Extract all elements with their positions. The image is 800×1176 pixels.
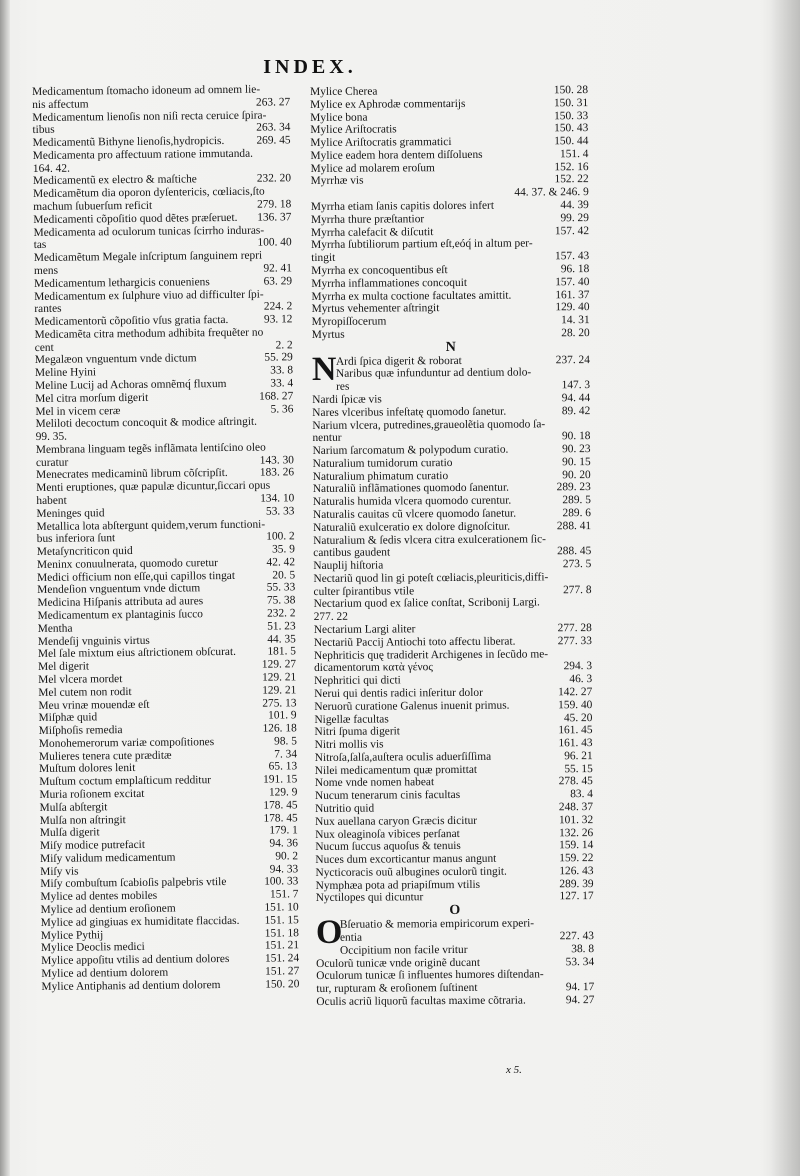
entry-page-ref: 263. 34 <box>256 121 291 134</box>
entry-page-ref: 183. 26 <box>259 466 295 480</box>
entry-page-ref: 100. 33 <box>264 875 299 889</box>
entry-page-ref: 90. 15 <box>562 455 591 469</box>
entry-page-ref: 28. 20 <box>561 326 590 340</box>
entry-page-ref: 38. 8 <box>571 942 595 955</box>
entry-text: Naribus quæ infunduntur ad dentium dolo- <box>335 366 532 381</box>
entry-page-ref: 161. 43 <box>558 737 593 750</box>
entry-text: Oculis acriũ liquorũ facultas maxime cõtraria. <box>316 994 526 1008</box>
entry-text: Monohemerorum variæ compoſitiones <box>38 735 215 750</box>
entry-text: Menecrates medicaminũ librum cõſcripſit. <box>36 467 228 482</box>
entry-text: Mel citra morſum digerit <box>35 391 149 405</box>
entry-text: Medicina Hiſpanis attributa ad aures <box>37 595 204 610</box>
entry-text: dicamentorum κατὰ γένος <box>314 661 433 675</box>
entry-page-ref: 5. 36 <box>270 402 294 416</box>
index-entry <box>312 405 590 420</box>
entry-text: Medicamentum ex ſulphure viuo ad difficulter ſpi- <box>34 288 264 303</box>
section-m-continued <box>310 84 590 342</box>
entry-text: Medicamẽtum dia oporon dyſentericis, cœliacis,ſto <box>33 185 265 201</box>
entry-text: Metallica lota abſtergunt quidem,verum functioni- <box>36 518 266 533</box>
entry-text: Naturalium & ſedis vlcera citra exulcerationem ſic- <box>313 532 546 547</box>
entry-text: tibus <box>32 124 55 137</box>
index-entry <box>336 354 590 369</box>
entry-page-ref: 20. 5 <box>272 568 296 582</box>
entry-page-ref: 157. 40 <box>555 275 590 289</box>
entry-page-ref: 159. 14 <box>559 839 594 852</box>
entry-page-ref: 94. 27 <box>565 993 595 1007</box>
dropcap-o: O <box>315 914 343 952</box>
entry-page-ref: 100. 40 <box>257 236 292 250</box>
entry-text: Mylice ad molarem eroſum <box>310 161 435 175</box>
entry-page-ref: 275. 13 <box>262 696 297 710</box>
entry-text: Mulſa digerit <box>39 826 100 840</box>
entry-page-ref: 129. 9 <box>268 786 298 799</box>
entry-text: Mylice Ariſtocratis grammatici <box>310 136 452 150</box>
entry-page-ref: 191. 15 <box>263 773 298 786</box>
entry-page-ref: 2. 2 <box>275 338 293 352</box>
entry-page-ref: 35. 9 <box>272 543 295 556</box>
entry-page-ref: 126. 18 <box>262 722 297 735</box>
entry-page-ref: 129. 21 <box>262 683 297 697</box>
entry-text: Medicamentum lethargicis conueniens <box>34 275 210 290</box>
entry-page-ref: 132. 26 <box>559 826 594 839</box>
entry-text: Nyctilopes qui dicuntur <box>315 891 424 905</box>
entry-page-ref: 55. 33 <box>266 581 296 595</box>
entry-page-ref: 152. 22 <box>554 173 589 186</box>
dropcap-lines-n <box>311 350 591 394</box>
entry-page-ref: 83. 4 <box>570 788 593 801</box>
section-o <box>316 956 594 1009</box>
entry-text: Mel in vicem ceræ <box>35 404 121 418</box>
entry-text: Mylice Deoclis medici <box>40 941 145 955</box>
entry-page-ref: 94. 36 <box>269 837 299 850</box>
entry-page-ref: 181. 5 <box>267 645 297 658</box>
entry-page-ref: 65. 13 <box>268 760 298 773</box>
entry-page-ref: 150. 44 <box>554 135 589 148</box>
entry-text: Meu vrinæ mouendæ eſt <box>38 698 150 712</box>
entry-text: Medici officium non eſſe,qui capillos tingat <box>37 569 236 584</box>
entry-text: Mylice ex Aphrodæ commentarijs <box>310 97 466 111</box>
entry-page-ref: 288. 45 <box>557 545 592 558</box>
entry-page-ref: 53. 34 <box>565 955 595 968</box>
entry-page-ref: 159. 22 <box>559 852 594 865</box>
entry-page-ref: 263. 27 <box>255 96 291 109</box>
entry-page-ref: 227. 43 <box>559 930 594 943</box>
entry-page-ref: 90. 23 <box>562 443 591 456</box>
entry-text: Nucum ſuccus aquoſus & tenuis <box>315 840 461 854</box>
entry-text: Mel vlcera mordet <box>38 673 123 686</box>
entry-text: Nectarium Largi aliter <box>313 623 416 637</box>
entry-text: tingit <box>311 251 336 265</box>
entry-page-ref: 151. 21 <box>264 939 300 952</box>
entry-page-ref: 232. 20 <box>256 172 292 186</box>
entry-text: Nephriticis quę tradiderit Archigenes in ſecũdo me- <box>313 647 549 662</box>
entry-text: Neruorũ curatione Galenus inuenit primus. <box>314 699 510 713</box>
entry-text: Narium ſarcomatum & polypodum curatio. <box>312 443 509 458</box>
entry-page-ref: 277. 33 <box>557 634 592 648</box>
entry-text: Myrrha inflammationes concoquit <box>311 276 468 290</box>
entry-text: Nephritici qui dicti <box>314 674 401 688</box>
entry-page-ref: 99. 29 <box>560 211 589 225</box>
entry-text: Medicamenta pro affectuum ratione immutanda. <box>32 147 254 162</box>
entry-page-ref: 168. 27 <box>259 390 294 403</box>
entry-text: Medicamẽtum Megale inſcriptum ſanguinem repri <box>33 249 263 265</box>
entry-page-ref: 178. 45 <box>263 811 298 825</box>
entry-text: Nitri mollis vis <box>314 738 384 752</box>
entry-page-ref: 33. 4 <box>270 377 294 390</box>
entry-text: Bſeruatio & memoria empiricorum experi- <box>339 917 535 932</box>
entry-text: Mulſa abſtergit <box>39 801 108 814</box>
entry-page-ref: 179. 1 <box>269 824 298 837</box>
entry-page-ref: 161. 37 <box>555 288 590 301</box>
entry-text: res <box>336 380 350 394</box>
entry-text: Nauplij hiſtoria <box>313 559 384 573</box>
entry-page-ref: 248. 37 <box>558 801 594 814</box>
entry-text: nis affectum <box>32 98 89 111</box>
entry-text: Miſphæ quid <box>38 711 98 725</box>
entry-text: Miſy modice putrefacit <box>39 838 146 853</box>
entry-text: Mylice ad dentium eroſionem <box>40 902 176 916</box>
entry-text: Meline Lucij ad Achoras omnẽmq́ fluxum <box>35 377 227 392</box>
section-letter-o: O <box>449 903 461 919</box>
entry-text: Myrtus <box>311 328 345 341</box>
index-entry <box>41 978 299 993</box>
entry-page-ref: 278. 45 <box>558 775 593 788</box>
entry-text: Nux oleaginoſa vibices perſanat <box>315 827 460 841</box>
entry-text: Myrrha thure præſtantior <box>310 213 425 226</box>
index-entry <box>311 225 589 240</box>
entry-text: Naturalium phimatum curatio <box>312 469 449 483</box>
index-entry <box>314 635 592 650</box>
entry-text: Mylice Cherea <box>310 85 378 98</box>
entry-page-ref: 277. 8 <box>562 583 592 596</box>
entry-text: Myrtus vehementer aſtringit <box>311 302 440 316</box>
entry-page-ref: 90. 2 <box>275 850 299 863</box>
entry-page-ref: 89. 42 <box>561 404 591 417</box>
entry-text: Nucum tenerarum cinis facultas <box>314 789 461 803</box>
entry-text: Mylice Antiphanis ad dentium dolorem <box>41 978 221 993</box>
entry-text: Occipitium non facile vritur <box>339 943 468 957</box>
gutter-shadow <box>0 0 10 1176</box>
entry-page-ref: 142. 27 <box>558 685 593 699</box>
section-n <box>312 392 594 905</box>
entry-page-ref: 96. 21 <box>564 749 593 763</box>
entry-page-ref: 151. 4 <box>559 147 589 161</box>
entry-text: curatur <box>35 456 69 469</box>
entry-text: Nerui qui dentis radici inſeritur dolor <box>314 686 483 700</box>
entry-page-ref: 93. 12 <box>263 313 293 326</box>
page-header: INDEX. <box>263 56 357 78</box>
entry-text: Nuces dum excorticantur manus angunt <box>315 852 497 867</box>
entry-text: Miſy vis <box>40 865 79 878</box>
entry-text: machum ſubuerſum reficit <box>33 199 153 214</box>
entry-text: Mel ſale mixtum eius aſtrictionem obſcurat. <box>37 646 237 661</box>
entry-page-ref: 7. 34 <box>274 747 298 761</box>
entry-text: nentur <box>312 432 342 445</box>
entry-text: 164. 42. <box>32 162 70 175</box>
entry-text: Medicamenti cõpoſitio quod dẽtes præſeruet. <box>33 211 238 226</box>
entry-text: Mylice ad dentium dolorem <box>41 966 169 980</box>
entry-text: tas <box>33 239 47 252</box>
entry-text: Myropiſſocerum <box>311 315 387 329</box>
entry-page-ref: 150. 33 <box>554 109 589 122</box>
entry-page-ref: 96. 18 <box>560 262 590 276</box>
entry-page-ref: 150. 31 <box>553 96 589 110</box>
entry-page-ref: 143. 30 <box>259 453 294 467</box>
entry-page-ref: 127. 17 <box>559 890 594 903</box>
entry-text: 99. 35. <box>35 430 68 444</box>
entry-page-ref: 178. 45 <box>263 799 298 812</box>
entry-text: Nectarium quod ex ſalice conſtat, Scribonij Largi. <box>313 596 540 611</box>
entry-text: cantibus gaudent <box>313 546 391 560</box>
entry-text: Nectariũ Paccij Antiochi toto affectu liberat. <box>313 635 516 649</box>
entry-page-ref: 237. 24 <box>555 353 590 366</box>
entry-page-ref: 101. 32 <box>558 813 594 827</box>
entry-page-ref: 289. 23 <box>556 481 591 494</box>
entry-page-ref: 232. 2 <box>266 607 296 620</box>
index-entry <box>316 994 594 1009</box>
entry-page-ref: 151. 27 <box>265 965 300 978</box>
entry-page-ref: 129. 21 <box>261 671 297 684</box>
entry-page-ref: 150. 20 <box>265 977 300 991</box>
entry-text: Naturalis humida vlcera quomodo curentur. <box>312 494 512 509</box>
entry-page-ref: 159. 40 <box>558 698 593 712</box>
entry-page-ref: 157. 42 <box>554 224 590 237</box>
entry-page-ref: 14. 31 <box>561 314 590 327</box>
entry-page-ref: 126. 43 <box>559 864 594 878</box>
entry-page-ref: 151. 15 <box>264 914 299 927</box>
entry-text: Miſy validum medicamentum <box>40 851 176 865</box>
entry-page-ref: 44. 39 <box>560 199 589 212</box>
entry-page-ref: 289. 6 <box>562 507 592 520</box>
entry-page-ref: 151. 7 <box>269 888 299 901</box>
entry-page-ref: 151. 24 <box>264 952 300 965</box>
entry-text: Myrrha ſubtiliorum partium eſt,eóq́ in altum per- <box>311 237 533 252</box>
entry-text: bus inferiora ſunt <box>36 532 116 546</box>
entry-text: Medicamentũ ex electro & maſtiche <box>32 173 197 188</box>
index-entry <box>313 558 591 573</box>
entry-text: Medicamenta ad oculorum tunicas ſcirrho induras- <box>33 224 265 239</box>
entry-text: Mylice eadem hora dentem diſſoluens <box>310 148 483 162</box>
entry-page-ref: 53. 33 <box>265 505 295 518</box>
index-entry <box>313 584 591 599</box>
dropcap-n: N <box>311 350 337 388</box>
entry-text: Naturaliũ inflãmationes quomodo ſanentur. <box>312 482 509 496</box>
entry-page-ref: 224. 2 <box>263 300 293 313</box>
entry-text: Myrrha ex multa coctione facultates amittit. <box>311 289 512 303</box>
entry-text: Medicamẽta citra methodum adhibita frequẽter no <box>34 326 264 341</box>
entry-text: Nome vnde nomen habeat <box>314 776 435 790</box>
entry-text: Muſtum coctum emplaſticum redditur <box>39 774 212 789</box>
entry-page-ref: 150. 28 <box>553 84 589 97</box>
entry-text: Mylice appoſitu vtilis ad dentium dolores <box>41 953 230 968</box>
entry-page-ref: 44. 35 <box>267 632 296 646</box>
entry-page-ref: 94. 33 <box>269 862 299 876</box>
entry-page-ref: 55. 15 <box>564 762 593 775</box>
entry-text: rantes <box>34 302 62 316</box>
entry-text: Medicamentum ſtomacho idoneum ad omnem lie- <box>32 83 261 98</box>
entry-text: Mendeſij vnguinis virtus <box>37 634 150 648</box>
entry-text: Myrrha ex concoquentibus eſt <box>311 263 448 277</box>
entry-text: Oculorũ tunicæ vnde originẽ ducant <box>316 956 481 970</box>
entry-text: Myrrha calefacit & diſcutit <box>310 225 434 239</box>
entry-page-ref: 94. 44 <box>561 392 591 405</box>
index-entry <box>313 520 591 535</box>
entry-text: Mel digerit <box>38 660 90 674</box>
entry-page-ref: 42. 42 <box>266 556 296 569</box>
entry-text: Nigellæ facultas <box>314 712 389 726</box>
entry-page-ref: 101. 9 <box>268 709 297 722</box>
entry-page-ref: 273. 5 <box>562 558 592 571</box>
entry-page-ref: 63. 29 <box>263 275 293 288</box>
entry-text: Ardi ſpica digerit & roborat <box>335 354 462 368</box>
entry-page-ref: 45. 20 <box>563 711 593 724</box>
entry-text: 277. 22 <box>313 610 348 624</box>
dropcap-block-o <box>315 914 595 957</box>
entry-text: Meline Hyini <box>34 366 97 380</box>
entry-text: Mentha <box>37 622 73 635</box>
entry-text: cent <box>34 341 54 354</box>
entry-text: Mylice Pythij <box>40 928 104 942</box>
entry-text: Oculorum tunicæ ſi influentes humores diſtendan- <box>316 968 544 983</box>
index-column-right <box>310 84 594 1009</box>
entry-text: Nitri ſpuma digerit <box>314 725 400 739</box>
signature-mark: x 5. <box>506 1064 522 1076</box>
entry-text: Mulieres tenera cute præditæ <box>38 749 172 763</box>
entry-page-ref: 51. 23 <box>267 620 296 633</box>
entry-text: Miſphoſis remedia <box>38 724 123 738</box>
entry-text: Mylice ad dentes mobiles <box>40 889 158 904</box>
dropcap-block-n <box>311 350 591 394</box>
entry-page-ref: 46. 3 <box>569 673 593 686</box>
entry-text: Nymphæa pota ad priapiſmum vtilis <box>315 878 481 892</box>
entry-page-ref: 157. 43 <box>554 250 590 263</box>
section-letter-n: N <box>445 339 456 355</box>
entry-text: Myrrhæ vis <box>310 175 364 188</box>
entry-text: Miſy combuſtum ſcabioſis palpebris vtile <box>40 876 227 891</box>
index-entry <box>316 956 594 971</box>
entry-text: Myrrha etiam ſanis capitis dolores infert <box>310 199 495 214</box>
entry-text: Naturaliũ exulceratio ex dolore dignoſcitur. <box>313 520 511 534</box>
entry-page-ref: 151. 10 <box>264 901 299 914</box>
entry-text: Mulſa non aſtringit <box>39 813 126 827</box>
entry-page-ref: 129. 27 <box>261 658 297 671</box>
entry-text: Naturalium tumidorum curatio <box>312 456 453 470</box>
entry-text: Nardi ſpicæ vis <box>312 393 382 406</box>
entry-text: Meninges quid <box>36 507 105 520</box>
entry-page-ref: 90. 20 <box>562 468 591 481</box>
entry-text: mens <box>33 264 59 277</box>
entry-page-ref: 288. 41 <box>556 519 592 533</box>
entry-text: Membrana linguam tegẽs inflãmata lentiſcino oleo <box>35 441 266 456</box>
entry-text: Nectariũ quod lin gi poteſt cœliacis,pleuriticis,diffi- <box>313 571 549 585</box>
entry-page-ref: 136. 37 <box>257 211 292 224</box>
entry-page-ref: 289. 39 <box>559 877 594 890</box>
entry-page-ref: 92. 41 <box>263 262 292 275</box>
entry-text: Muria roſionem excitat <box>39 787 145 801</box>
entry-text: entia <box>339 931 363 944</box>
entry-text: Nilei medicamentum quæ promittat <box>314 763 478 777</box>
entry-page-ref: 100. 2 <box>266 530 295 543</box>
entry-page-ref: 44. 37. & 246. 9 <box>514 186 589 199</box>
entry-text: Menti eruptiones, quæ papulæ dicuntur,ſiccari opus <box>36 479 271 495</box>
entry-page-ref: 94. 17 <box>565 981 595 994</box>
entry-text: Naturalis cauitas cũ vlcere quomodo ſanetur. <box>312 507 517 521</box>
entry-page-ref: 152. 16 <box>554 160 589 173</box>
entry-text: Metaſyncriticon quid <box>36 545 133 559</box>
entry-text: tur, rupturam & eroſionem ſuſtinent <box>316 981 478 996</box>
entry-page-ref: 279. 18 <box>257 198 292 211</box>
entry-page-ref: 269. 45 <box>256 134 291 147</box>
entry-page-ref: 90. 18 <box>561 430 591 443</box>
entry-text: habent <box>36 494 67 507</box>
entry-page-ref: 55. 29 <box>264 351 293 364</box>
entry-text: Medicamentum ex plantaginis ſucco <box>37 608 204 623</box>
entry-text: Nux auellana caryon Græcis dicitur <box>315 814 478 828</box>
entry-text: Muſtum dolores lenit <box>39 762 136 776</box>
entry-text: Meninx conuulnerata, quomodo curetur <box>36 556 219 571</box>
entry-text: Mendeſion vnguentum vnde dictum <box>37 582 201 597</box>
entry-text: Megalæon vnguentum vnde dictum <box>34 352 197 367</box>
entry-text: Mylice bona <box>310 111 368 124</box>
entry-page-ref: 75. 38 <box>266 594 296 607</box>
entry-page-ref: 277. 28 <box>557 622 592 635</box>
entry-text: Medicamentum lienoſis non niſi recta ceruice ſpira- <box>32 109 267 124</box>
entry-page-ref: 150. 43 <box>554 122 589 135</box>
entry-page-ref: 134. 10 <box>260 492 295 505</box>
entry-text: Medicamentũ Bithyne lienoſis,hydropicis. <box>32 135 225 150</box>
entry-text: Mylice ad gingiuas ex humiditate flaccidas. <box>40 914 240 929</box>
entry-page-ref: 161. 45 <box>558 724 593 737</box>
entry-text: Medicamentorũ cõpoſitio vſus gratia facta. <box>34 314 229 329</box>
entry-text: Nares vlceribus infeſtatę quomodo ſanetur. <box>312 405 507 419</box>
entry-text: Mel cutem non rodit <box>38 685 132 699</box>
entry-page-ref: 33. 8 <box>270 364 294 377</box>
index-column-left <box>32 83 299 993</box>
entry-page-ref: 289. 5 <box>562 494 591 507</box>
entry-page-ref: 129. 40 <box>555 301 590 314</box>
entry-text: Mylice Ariſtocratis <box>310 123 397 137</box>
entry-text: Narium vlcera, putredines,graueolẽtia quomodo ſa- <box>312 417 546 432</box>
page-edge-shadow <box>770 0 800 1176</box>
entry-text: Meliloti decoctum concoquit & modice aſtringit. <box>35 415 258 431</box>
entry-text: Nitroſa,ſalſa,auſtera oculis aduerſiſſima <box>314 750 492 764</box>
dropcap-lines-o <box>315 914 595 957</box>
entry-page-ref: 294. 3 <box>563 660 593 673</box>
entry-text: Nycticoracis ouũ albugines oculorũ tingit. <box>315 865 507 879</box>
entry-page-ref: 98. 5 <box>274 735 297 748</box>
entry-page-ref: 151. 18 <box>264 926 299 940</box>
entry-text: culter ſpirantibus vtile <box>313 584 415 598</box>
entry-text: Nutritio quid <box>315 802 375 815</box>
entry-page-ref: 147. 3 <box>561 379 591 392</box>
